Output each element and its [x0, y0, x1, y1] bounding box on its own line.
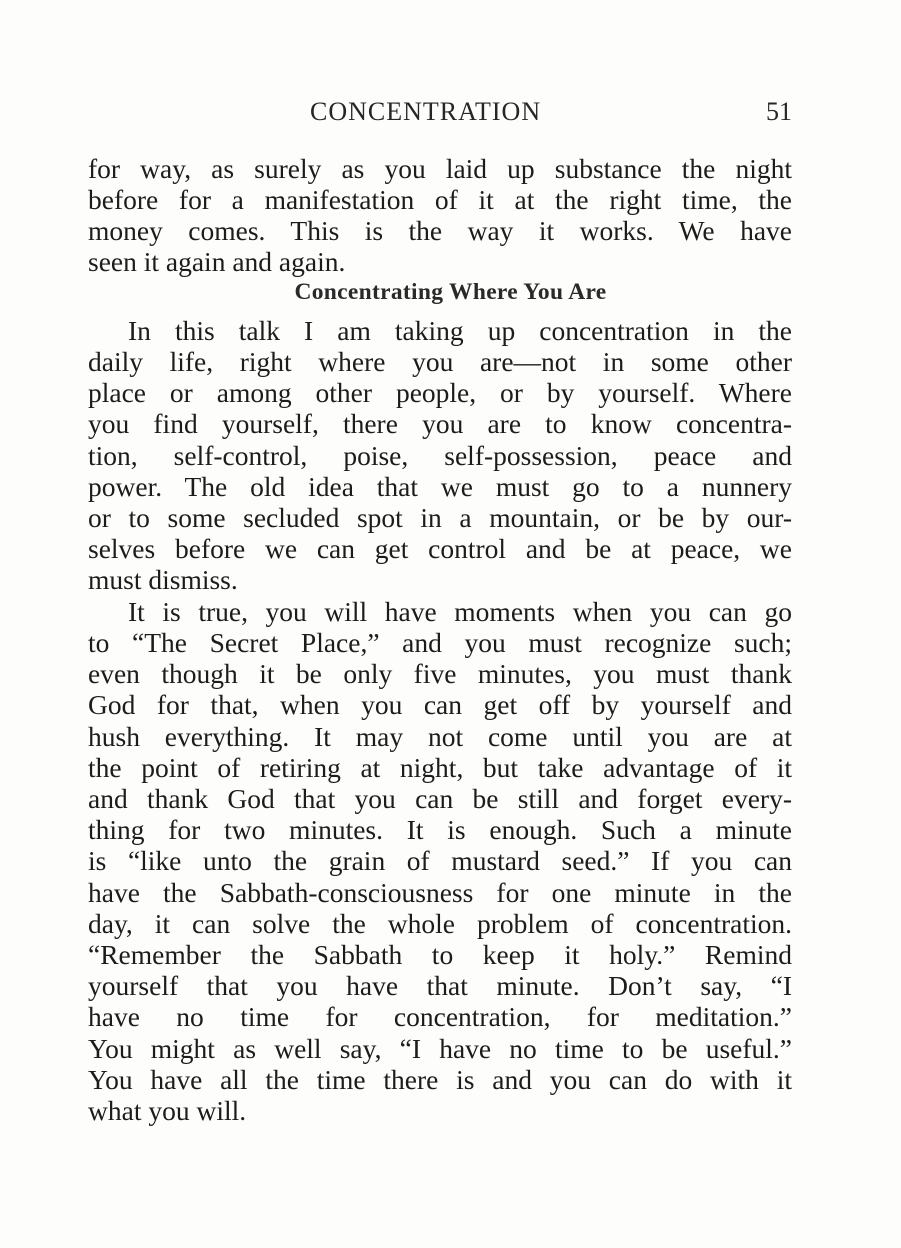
text-line: have the Sabbath-consciousness for one minute in the — [88, 877, 792, 908]
text-line: hush everything. It may not come until you are at — [88, 721, 792, 752]
text-line: day, it can solve the whole problem of concentration. — [88, 908, 792, 939]
text-line: must dismiss. — [88, 564, 238, 595]
text-line: place or among other people, or by yourself. Where — [88, 377, 792, 408]
text-line: what you will. — [88, 1095, 247, 1126]
text-line: You might as well say, “I have no time to be useful.” — [88, 1033, 792, 1064]
text-line: selves before we can get control and be at peace, we — [88, 533, 792, 564]
text-line: yourself that you have that minute. Don’t say, “I — [88, 970, 792, 1001]
text-line: thing for two minutes. It is enough. Such a minute — [88, 814, 792, 845]
text-line: for way, as surely as you laid up substance the night — [88, 153, 792, 184]
text-line: tion, self-control, poise, self-possession, peace and — [88, 440, 792, 471]
section-heading: Concentrating Where You Are — [294, 279, 607, 305]
text-line: to “The Secret Place,” and you must recognize such; — [88, 627, 792, 658]
text-line: seen it again and again. — [88, 246, 346, 277]
text-line: In this talk I am taking up concentration in the — [128, 315, 792, 346]
text-line: power. The old idea that we must go to a nunnery — [88, 471, 792, 502]
running-head: CONCENTRATION — [310, 97, 542, 126]
text-line: the point of retiring at night, but take advantage of it — [88, 752, 792, 783]
text-line: you find yourself, there you are to know concentra- — [88, 408, 792, 439]
text-line: “Remember the Sabbath to keep it holy.” Remind — [88, 939, 792, 970]
text-line: It is true, you will have moments when you can go — [128, 596, 792, 627]
page-number: 51 — [766, 97, 792, 126]
text-line: is “like unto the grain of mustard seed.” If you can — [88, 845, 792, 876]
text-line: have no time for concentration, for meditation.” — [88, 1001, 792, 1032]
text-line: You have all the time there is and you can do with it — [88, 1064, 792, 1095]
text-line: daily life, right where you are—not in some other — [88, 346, 792, 377]
text-line: money comes. This is the way it works. We have — [88, 215, 792, 246]
text-line: and thank God that you can be still and forget every- — [88, 783, 792, 814]
text-line: or to some secluded spot in a mountain, or be by our- — [88, 502, 792, 533]
text-line: God for that, when you can get off by yourself and — [88, 689, 792, 720]
text-line: even though it be only five minutes, you must thank — [88, 658, 792, 689]
text-line: before for a manifestation of it at the right time, the — [88, 184, 792, 215]
